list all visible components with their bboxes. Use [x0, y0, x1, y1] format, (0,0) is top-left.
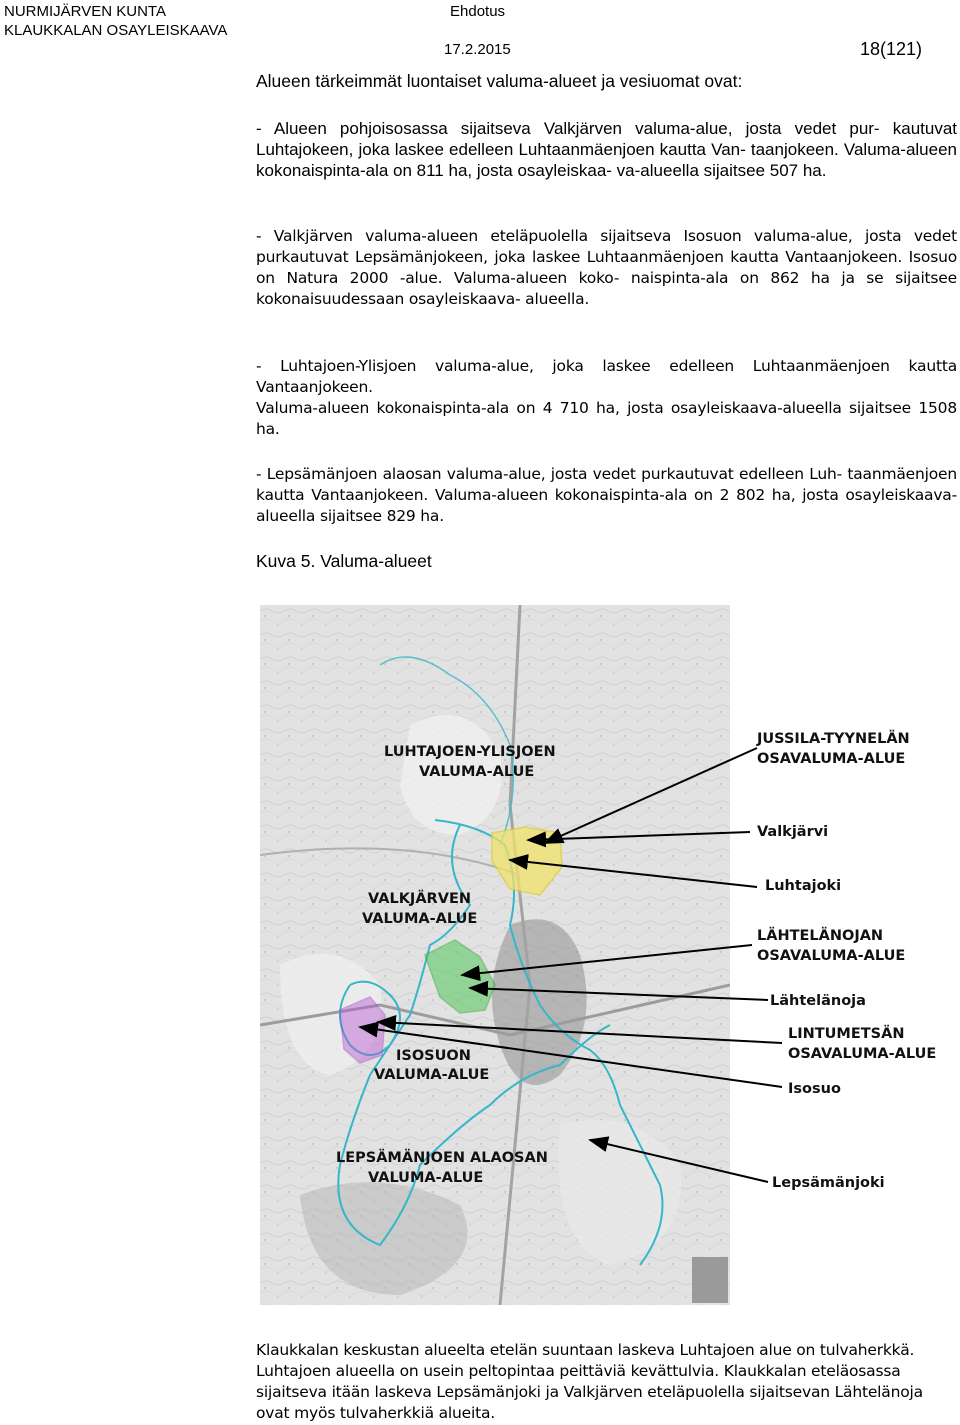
org-name: NURMIJÄRVEN KUNTA: [4, 3, 166, 20]
section-intro: Alueen tärkeimmät luontaiset valuma-alueet ja vesiuomat ovat:: [256, 71, 743, 91]
legend-jussila: OSAVALUMA-ALUE: [757, 751, 906, 767]
map-label-isosuo-area: ISOSUON: [396, 1048, 471, 1064]
legend-lintumetsa: OSAVALUMA-ALUE: [788, 1046, 937, 1062]
map-label-lepsama-area: VALUMA-ALUE: [368, 1170, 484, 1186]
document-date: 17.2.2015: [444, 41, 511, 58]
legend-jussila: JUSSILA-TYYNELÄN: [757, 731, 910, 747]
paragraph-flood-risk: [256, 1340, 957, 1424]
legend-lahtelanoja: Lähtelänoja: [770, 993, 866, 1009]
plan-name: KLAUKKALAN OSAYLEISKAAVA: [4, 22, 228, 39]
legend-lahtelanoja-area: LÄHTELÄNOJAN: [757, 928, 884, 944]
document-status: Ehdotus: [450, 3, 506, 20]
map-label-isosuo-area: VALUMA-ALUE: [374, 1067, 490, 1083]
map-label-valkjarvi-area: VALKJÄRVEN: [368, 891, 471, 907]
legend-lahtelanoja-area: OSAVALUMA-ALUE: [757, 948, 906, 964]
map-label-valkjarvi-area: VALUMA-ALUE: [362, 911, 478, 927]
paragraph-text: Klaukkalan keskustan alueelta etelän suuntaan laskeva Luhtajoen alue on tulvaherkkä. Luhtajoen alueella on usein peltopintaa peittäviä kevättulvia. Klaukkalan eteläosassa sijaitseva itään laskeva Lepsämänjoki ja Valkjärven eteläpuolella sijaitsevan Lähtelänoja ovat myös tulvaherkkiä alueita.: [256, 1341, 923, 1422]
map-label-luhtajoki-area: LUHTAJOEN-YLISJOEN: [384, 744, 556, 760]
paragraph-text: - Valkjärven valuma-alueen eteläpuolella sijaitseva Isosuon valuma-alue, josta vedet purkautuvat Lepsämänjokeen, joka laskee Luhtaanmäenjoen kautta Vantaanjokeen. Isosuo on Natura 2000 -alue. Valuma-alueen koko- naispinta-ala on 862 ha ja se sijaitsee kokonaisuudessaan osayleiskaava- alueella.: [256, 227, 957, 308]
legend-valkjarvi: Valkjärvi: [757, 824, 829, 840]
figure-caption: Kuva 5. Valuma-alueet: [256, 551, 432, 571]
paragraph-text: - Alueen pohjoisosassa sijaitseva Valkjärven valuma-alue, josta vedet pur- kautuvat Luhtajokeen, joka laskee edelleen Luhtaanmäenjoen kautta Van- taanjokeen. Valuma-alueen kokonaispinta-ala on 811 ha, josta osayleiskaa- va-alueella sijaitsee 507 ha.: [256, 119, 957, 180]
map-label-luhtajoki-area: VALUMA-ALUE: [419, 764, 535, 780]
paragraph-text: - Luhtajoen-Ylisjoen valuma-alue, joka laskee edelleen Luhtaanmäenjoen kautta Vantaanjokeen.: [256, 357, 957, 396]
legend-luhtajoki: Luhtajoki: [765, 878, 842, 894]
paragraph-text: Valuma-alueen kokonaispinta-ala on 4 710 ha, josta osayleiskaava-alueella sijaitsee 1508 ha.: [256, 399, 957, 438]
legend-isosuo: Isosuo: [788, 1081, 841, 1097]
paragraph-text: - Lepsämänjoen alaosan valuma-alue, josta vedet purkautuvat edelleen Luh- taanmäenjoen kautta Vantaanjokeen. Valuma-alueen kokonaispinta-ala on 2 802 ha, josta osayleiskaava-alueella sijaitsee 829 ha.: [256, 465, 957, 525]
legend-lintumetsa: LINTUMETSÄN: [788, 1026, 905, 1042]
map-label-lepsama-area: LEPSÄMÄNJOEN ALAOSAN: [336, 1150, 548, 1166]
legend-lepsamanjoki: Lepsämänjoki: [772, 1175, 885, 1191]
page-number: 18(121): [860, 39, 923, 59]
